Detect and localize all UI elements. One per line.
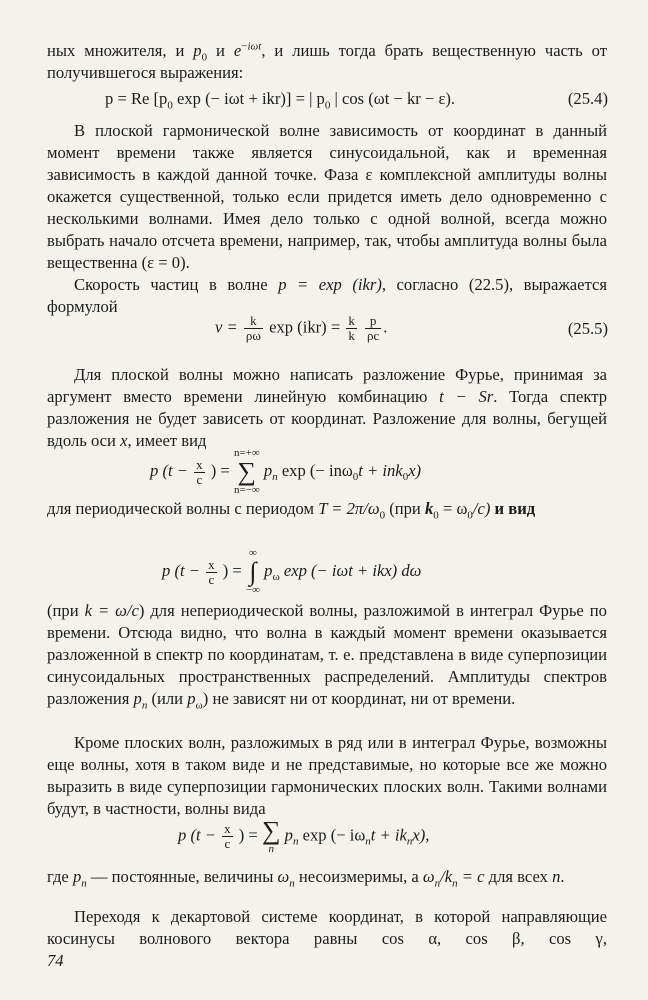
eq5-sum: ∑ n bbox=[261, 816, 281, 855]
eq255-frac-3: $\frac{p}{\rho c}$ bbox=[367, 313, 380, 343]
eq255-frac-2: $\frac{k}{k}$ bbox=[348, 313, 355, 343]
p6-k: k = ω/c bbox=[84, 601, 139, 620]
p1-text-a: ных множителя, и bbox=[47, 41, 185, 60]
p6-pw: p bbox=[187, 689, 196, 708]
p5-k0: k bbox=[424, 499, 434, 518]
p3-formula: p = exp (ikr) bbox=[278, 275, 382, 294]
p6-text-c: (или bbox=[151, 689, 184, 708]
p4-text-c: , имеет вид bbox=[127, 431, 207, 450]
p8-text-c: несоизмеримы, а bbox=[298, 867, 419, 886]
eq5-frac: $\frac{x}{c}$ bbox=[224, 821, 231, 851]
p4-text-a: Для плоской волны можно написать разложение Фурье, принимая за аргумент вместо времени линейную комбинацию bbox=[47, 365, 607, 406]
paragraph-5: для периодической волны с периодом $T = 2\pi/\omega_0$ (при $k_0 = \omega_0/c$) и вид bbox=[47, 499, 536, 522]
eq4-rhs: p bbox=[264, 560, 273, 580]
eq5-lhs-end: ) = bbox=[238, 825, 258, 845]
equation-number-25-4: (25.4) bbox=[567, 89, 608, 108]
p3-text-b: , согласно (22.5), выражается формулой bbox=[47, 275, 607, 316]
p8-wn: ω bbox=[277, 867, 290, 886]
p8-text-e: . bbox=[560, 867, 565, 886]
p6-pn: p bbox=[133, 689, 142, 708]
paragraph-1: ных множителя, и $p_0$ и $e^{-i\omega t}$, и лишь тогда брать вещественную часть от получившегося выражения: bbox=[47, 40, 608, 82]
paragraph-2: В плоской гармонической волне зависимость от координат в данный момент времени также является синусоидальной, как и временная зависимость в каждой данной точке. Фаза ε комплексной амплитуды волны окажется существенной, только если придется иметь дело одновременно с несколькими волнами. Имея дело только с одной волной, всегда можно выбрать начало отсчета времени, например, так, чтобы амплитуда волны была вещественна (ε = 0). bbox=[47, 121, 607, 272]
eq4-rhs2: exp (− iωt + ikx) dω bbox=[283, 560, 422, 580]
eq3-rhs3: t + ink bbox=[358, 460, 403, 480]
p8-n: n bbox=[552, 867, 561, 886]
eq3-rhs: p bbox=[263, 460, 273, 480]
eq255-frac-1: $\frac{k}{\rho\omega}$ bbox=[245, 313, 261, 343]
eq5-rhs2: exp (− iω bbox=[302, 825, 366, 845]
p1-text-b: и bbox=[216, 41, 225, 60]
eq3-lhs: p (t − bbox=[150, 460, 188, 480]
eq255-end: . bbox=[383, 317, 388, 337]
equation-harmonic-sum: p (t − $\frac{x}{c}$ ) = ∑ n $p_n$ exp (− $i\omega_nt + ik_nx$), bbox=[178, 816, 430, 855]
eq255-lhs: v = bbox=[215, 317, 238, 337]
eq4-integral: ∞ ∫ −∞ bbox=[245, 547, 260, 596]
equation-25-4: p = Re [$p_0$ exp (− iωt + ikr)] = | $p_0$ | cos (ωt − kr − ε). bbox=[105, 89, 456, 112]
paragraph-6: (при k = ω/c) для непериодической волны, разложимой в интеграл Фурье по времени. Отсюда видно, что волна в каждый момент времени оказывается разложенной в спектр по координатам, т. е. представлена в виде суперпозиции синусоидальных пространственных распределений. Амплитуды спектров разложения $p_n$ (или $p_\omega$) не зависят ни от координат, ни от времени. bbox=[47, 601, 607, 712]
eq255-mid: exp (ikr) = bbox=[269, 317, 341, 337]
p8-ratio2: /k bbox=[440, 867, 453, 886]
eq4-frac: $\frac{x}{c}$ bbox=[208, 556, 215, 587]
equation-fourier-integral: p (t − $\frac{x}{c}$ ) = ∞ ∫ −∞ $p_\omega$ exp (− iωt + ikx) dω bbox=[162, 547, 422, 596]
p4-x: x bbox=[120, 431, 128, 450]
eq5-rhs3: t + ik bbox=[370, 825, 407, 845]
p6-text-d: ) не зависят ни от координат, ни от времени. bbox=[202, 689, 516, 708]
p8-ratio: ω bbox=[422, 867, 435, 886]
eq5-rhs: p bbox=[284, 825, 293, 845]
p1-text-c: , и лишь тогда брать вещественную часть от получившегося выражения: bbox=[47, 41, 608, 82]
p3-text-a: Скорость частиц в волне bbox=[74, 275, 268, 294]
equation-number-25-5: (25.5) bbox=[567, 319, 608, 338]
paragraph-3 bbox=[47, 274, 607, 318]
eq254-mid: exp (− iωt + ikr)] = | p bbox=[172, 89, 325, 108]
eq3-rhs4: x) bbox=[408, 460, 422, 480]
p5-text-a: для периодической волны с периодом bbox=[47, 499, 315, 518]
p5-period: T = 2π/ω bbox=[318, 499, 380, 518]
paragraph-4 bbox=[47, 364, 607, 452]
p5-k0-rhs: = ω bbox=[442, 499, 468, 518]
equation-25-5 bbox=[215, 314, 387, 343]
eq4-lhs: p (t − bbox=[162, 560, 200, 580]
eq3-lhs-end: ) = bbox=[210, 460, 230, 480]
page-number: 74 bbox=[47, 951, 64, 970]
eq3-rhs2: exp (− inω bbox=[281, 460, 353, 480]
eq3-sum: n=+∞ ∑ n=−∞ bbox=[233, 447, 260, 496]
eq5-rhs4: x), bbox=[412, 825, 430, 845]
p8-text-d: для всех bbox=[488, 867, 548, 886]
p6-text-a: (при bbox=[47, 601, 79, 620]
equation-fourier-series: p (t − $\frac{x}{c}$ ) = n=+∞ ∑ n=−∞ $p_n$ exp (− inω$_0$t + ink$_0$x) bbox=[150, 447, 422, 496]
p5-k0-end: /c) bbox=[472, 499, 491, 518]
p5-text-b: (при bbox=[389, 499, 421, 518]
paragraph-9: Переходя к декартовой системе координат, в которой направляющие косинусы волнового вектора равны cos α, cos β, cos γ, bbox=[47, 907, 607, 948]
p4-t-sr: t − Sr bbox=[439, 387, 494, 406]
eq5-lhs: p (t − bbox=[178, 825, 216, 845]
eq254-rhs: | cos (ωt − kr − ε). bbox=[330, 89, 456, 108]
p8-text-a: где bbox=[47, 867, 69, 886]
p5-text-c: и вид bbox=[494, 499, 536, 518]
eq3-frac: $\frac{x}{c}$ bbox=[196, 456, 203, 487]
paragraph-8: где $p_n$ — постоянные, величины $\omega_n$ несоизмеримы, а $\omega_n/k_n = c$ для всех n. bbox=[47, 867, 565, 890]
eq254-lhs: p = Re [p bbox=[105, 89, 168, 108]
p4-text-b: . Тогда спектр разложения не будет зависеть от координат. Разложение для волны, бегущей вдоль оси bbox=[47, 387, 608, 450]
p8-text-b: — постоянные, величины bbox=[90, 867, 274, 886]
eq4-lhs-end: ) = bbox=[222, 560, 242, 580]
p6-text-b: ) для непериодической волны, разложимой в интеграл Фурье по времени. Отсюда видно, что волна в каждый момент времени оказывается разложенной в спектр по координатам, т. е. представлена в виде суперпозиции синусоидальных пространственных распределений. Амплитуды спектров разложения bbox=[47, 601, 607, 708]
paragraph-7: Кроме плоских волн, разложимых в ряд или в интеграл Фурье, возможны еще волны, хотя в таком виде и не представимые, но которые все же можно выразить в виде суперпозиции гармонических плоских волн. Такими волнами будут, в частности, волны вида bbox=[47, 733, 607, 818]
p8-ratio3: = c bbox=[461, 867, 485, 886]
p8-pn: p bbox=[72, 867, 82, 886]
